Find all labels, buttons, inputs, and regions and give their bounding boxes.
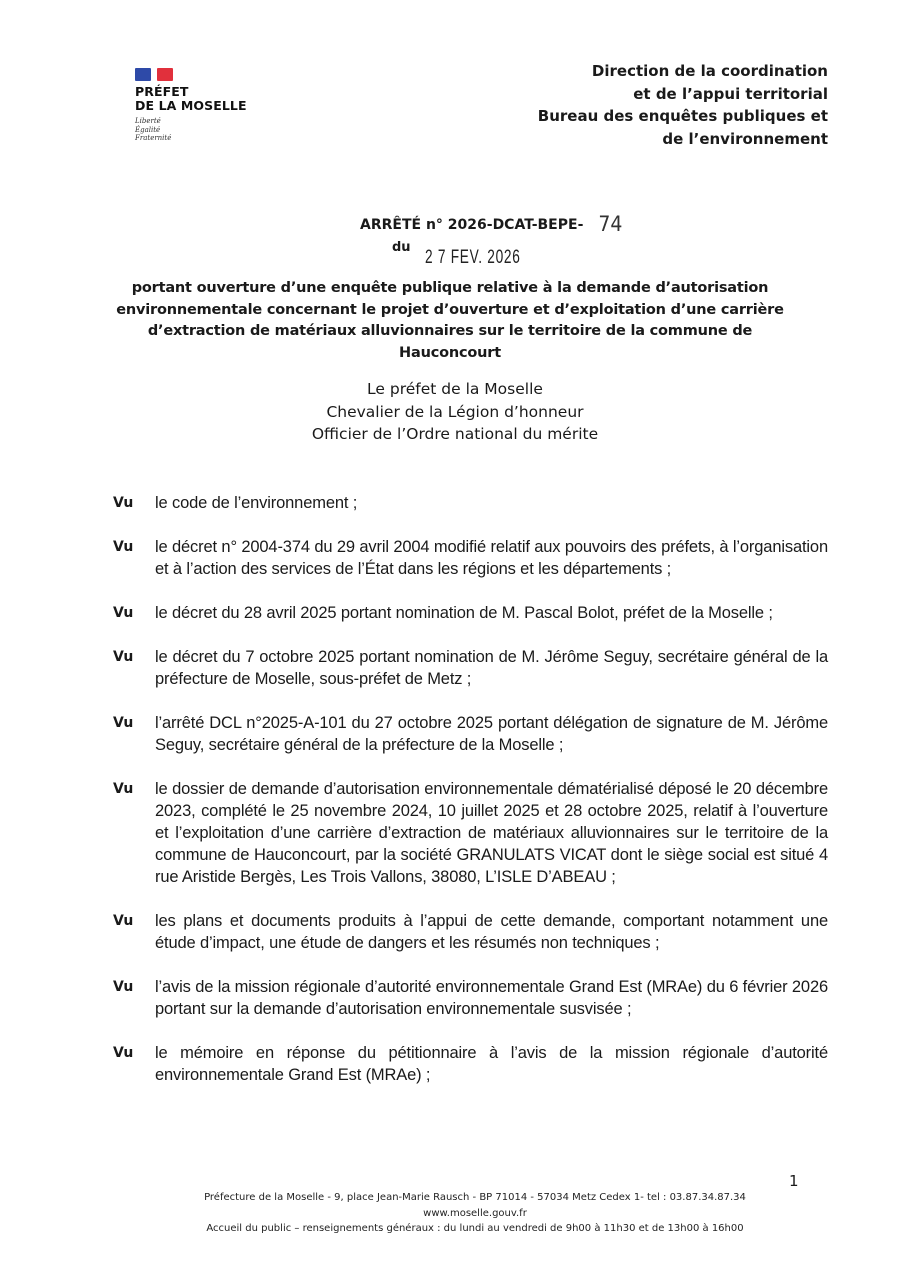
issuing-department: Direction de la coordination et de l’appui territorial Bureau des enquêtes publiques et de l’environnement (537, 62, 828, 148)
vu-item: Vu le décret du 7 octobre 2025 portant nomination de M. Jérôme Seguy, secrétaire général de la préfecture de Moselle, sous-préfet de Metz ; (113, 648, 828, 688)
considerations-list (113, 492, 828, 1086)
marianne-flag-icon (135, 68, 173, 81)
vu-item: Vu l’arrêté DCL n°2025-A-101 du 27 octobre 2025 portant délégation de signature de M. Jérôme Seguy, secrétaire général de la préfecture de la Moselle ; (113, 714, 828, 754)
date-prefix: du (392, 240, 411, 255)
vu-item: Vu le mémoire en réponse du pétitionnaire à l’avis de la mission régionale d’autorité environnementale Grand Est (MRAe) ; (113, 1044, 828, 1084)
vu-item: Vu le code de l’environnement ; (113, 494, 358, 512)
arrete-subject: portant ouverture d’une enquête publique relative à la demande d’autorisation environnementale concernant le projet d’ouverture et d’exploitation d’une carrière d’extraction de matériaux alluvionnaires sur le territoire de la commune de Hauconcourt (116, 280, 784, 361)
prefect-titles: Le préfet de la Moselle Chevalier de la Légion d’honneur Officier de l’Ordre national du mérite (311, 380, 599, 443)
arrete-handwritten-number: 74 (598, 212, 623, 236)
arrete-title: ARRÊTÉ n° 2026-DCAT-BEPE- (360, 217, 584, 233)
footer-address: Préfecture de la Moselle - 9, place Jean-Marie Rausch - BP 71014 - 57034 Metz Cedex 1- tel : 03.87.34.87.34 (204, 1192, 746, 1203)
footer-website: www.moselle.gouv.fr (423, 1207, 527, 1219)
page-number: 1 (789, 1172, 799, 1190)
vu-item: Vu le dossier de demande d’autorisation environnementale dématérialisé déposé le 20 décembre 2023, complété le 25 novembre 2024, 10 juillet 2025 et 28 octobre 2025, relatif à l’ouverture et l’exploitation d’une carrière d’extraction de matériaux alluvionnaires sur le territoire de la commune de Hauconcourt, par la société GRANULATS VICAT dont le siège social est situé 4 rue Aristide Bergès, Les Trois Vallons, 38080, L’ISLE D’ABEAU ; (113, 780, 828, 886)
logo-title: PRÉFET DE LA MOSELLE (135, 84, 247, 113)
vu-item: Vu les plans et documents produits à l’appui de cette demande, comportant notamment une étude d’impact, une étude de dangers et les résumés non techniques ; (113, 912, 828, 952)
republic-motto: Liberté Égalité Fraternité (135, 117, 172, 142)
vu-item: Vu l’avis de la mission régionale d’autorité environnementale Grand Est (MRAe) du 6 février 2026 portant sur la demande d’autorisation environnementale susvisée ; (113, 978, 828, 1018)
prefecture-logo (135, 68, 247, 143)
date-stamp: 2 7 FEV. 2026 (425, 247, 521, 268)
page-footer (130, 1190, 820, 1237)
vu-item: Vu le décret du 28 avril 2025 portant nomination de M. Pascal Bolot, préfet de la Moselle ; (113, 604, 773, 622)
footer-hours: Accueil du public – renseignements généraux : du lundi au vendredi de 9h00 à 11h30 et de 13h00 à 16h00 (206, 1223, 744, 1234)
vu-item: Vu le décret n° 2004-374 du 29 avril 2004 modifié relatif aux pouvoirs des préfets, à l’organisation et à l’action des services de l’État dans les régions et les départements ; (113, 538, 828, 578)
